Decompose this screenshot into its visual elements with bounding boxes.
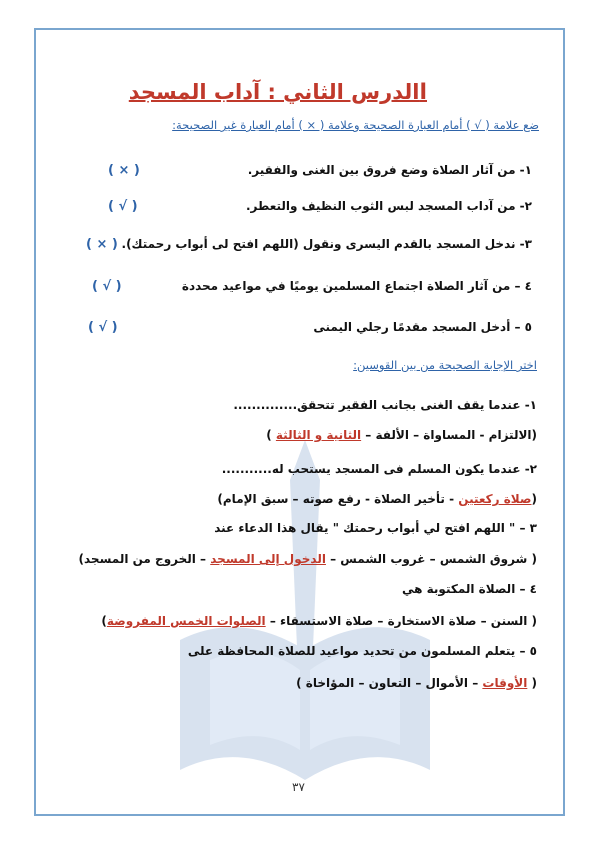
lesson-title: االدرس الثاني : آداب المسجد: [128, 80, 427, 105]
tf-mark-3: ( × ): [86, 237, 118, 252]
mcq-choices-3: ( شروق الشمس – غروب الشمس – الدخول إلى المسجد – الخروج من المسجد): [78, 552, 537, 566]
section1-instruction: ضع علامة ( √ ) أمام العبارة الصحيحة وعلامة ( × ) أمام العبارة غير الصحيحة:: [172, 118, 539, 132]
mcq-choices-1: (الالتزام - المساواة – الألفة – الثانية و الثالثة ): [266, 428, 537, 442]
tf-item-1: ١- من آثار الصلاة وضع فروق بين الغنى والفقير.: [247, 163, 532, 177]
tf-item-2: ٢- من آداب المسجد لبس الثوب النظيف والتعطر.: [245, 199, 532, 213]
mcq-correct-2: صلاة ركعتين: [458, 492, 532, 506]
mcq-question-1: ١- عندما يقف الغنى بجانب الفقير تتحقق..............: [233, 398, 537, 412]
tf-item-4: ٤ – من آثار الصلاة اجتماع المسلمين يوميًا في مواعيد محددة: [181, 279, 532, 293]
tf-mark-5: ( √ ): [88, 320, 118, 335]
mcq-correct-3: الدخول إلى المسجد: [210, 552, 326, 566]
tf-mark-4: ( √ ): [92, 279, 122, 294]
tf-item-5: ٥ – أدخل المسجد مقدمًا رجلي اليمنى: [313, 320, 532, 334]
page-number: ٣٧: [292, 780, 305, 794]
mcq-correct-4: الصلوات الخمس المفروضة: [106, 614, 266, 628]
mcq-choices-5: ( الأوقات – الأموال – التعاون – المؤاخاة ): [296, 676, 537, 690]
tf-item-3: ٣- ندخل المسجد بالقدم اليسرى ونقول (اللهم افتح لى أبواب رحمتك).: [121, 237, 532, 251]
mcq-correct-1: الثانية و الثالثة: [275, 428, 362, 442]
mcq-question-3: ٣ – " اللهم افتح لي أبواب رحمتك " يقال هذا الدعاء عند: [214, 521, 537, 535]
tf-mark-1: ( × ): [108, 163, 140, 178]
mcq-question-2: ٢- عندما يكون المسلم فى المسجد يستحب له...........: [221, 462, 537, 476]
mcq-choices-4: ( السنن – صلاة الاستخارة – صلاة الاستسقاء – الصلوات الخمس المفروضة): [101, 614, 537, 628]
tf-mark-2: ( √ ): [108, 199, 138, 214]
mcq-question-4: ٤ – الصلاة المكتوبة هي: [402, 582, 537, 596]
mcq-correct-5: الأوقات: [482, 676, 528, 690]
mcq-question-5: ٥ – يتعلم المسلمون من تحديد مواعيد للصلاة المحافظة على: [187, 644, 537, 658]
mcq-choices-2: (صلاة ركعتين - تأخير الصلاة - رفع صوته – سبق الإمام): [217, 492, 537, 506]
section2-instruction: اختر الإجابة الصحيحة من بين القوسين:: [353, 358, 537, 372]
